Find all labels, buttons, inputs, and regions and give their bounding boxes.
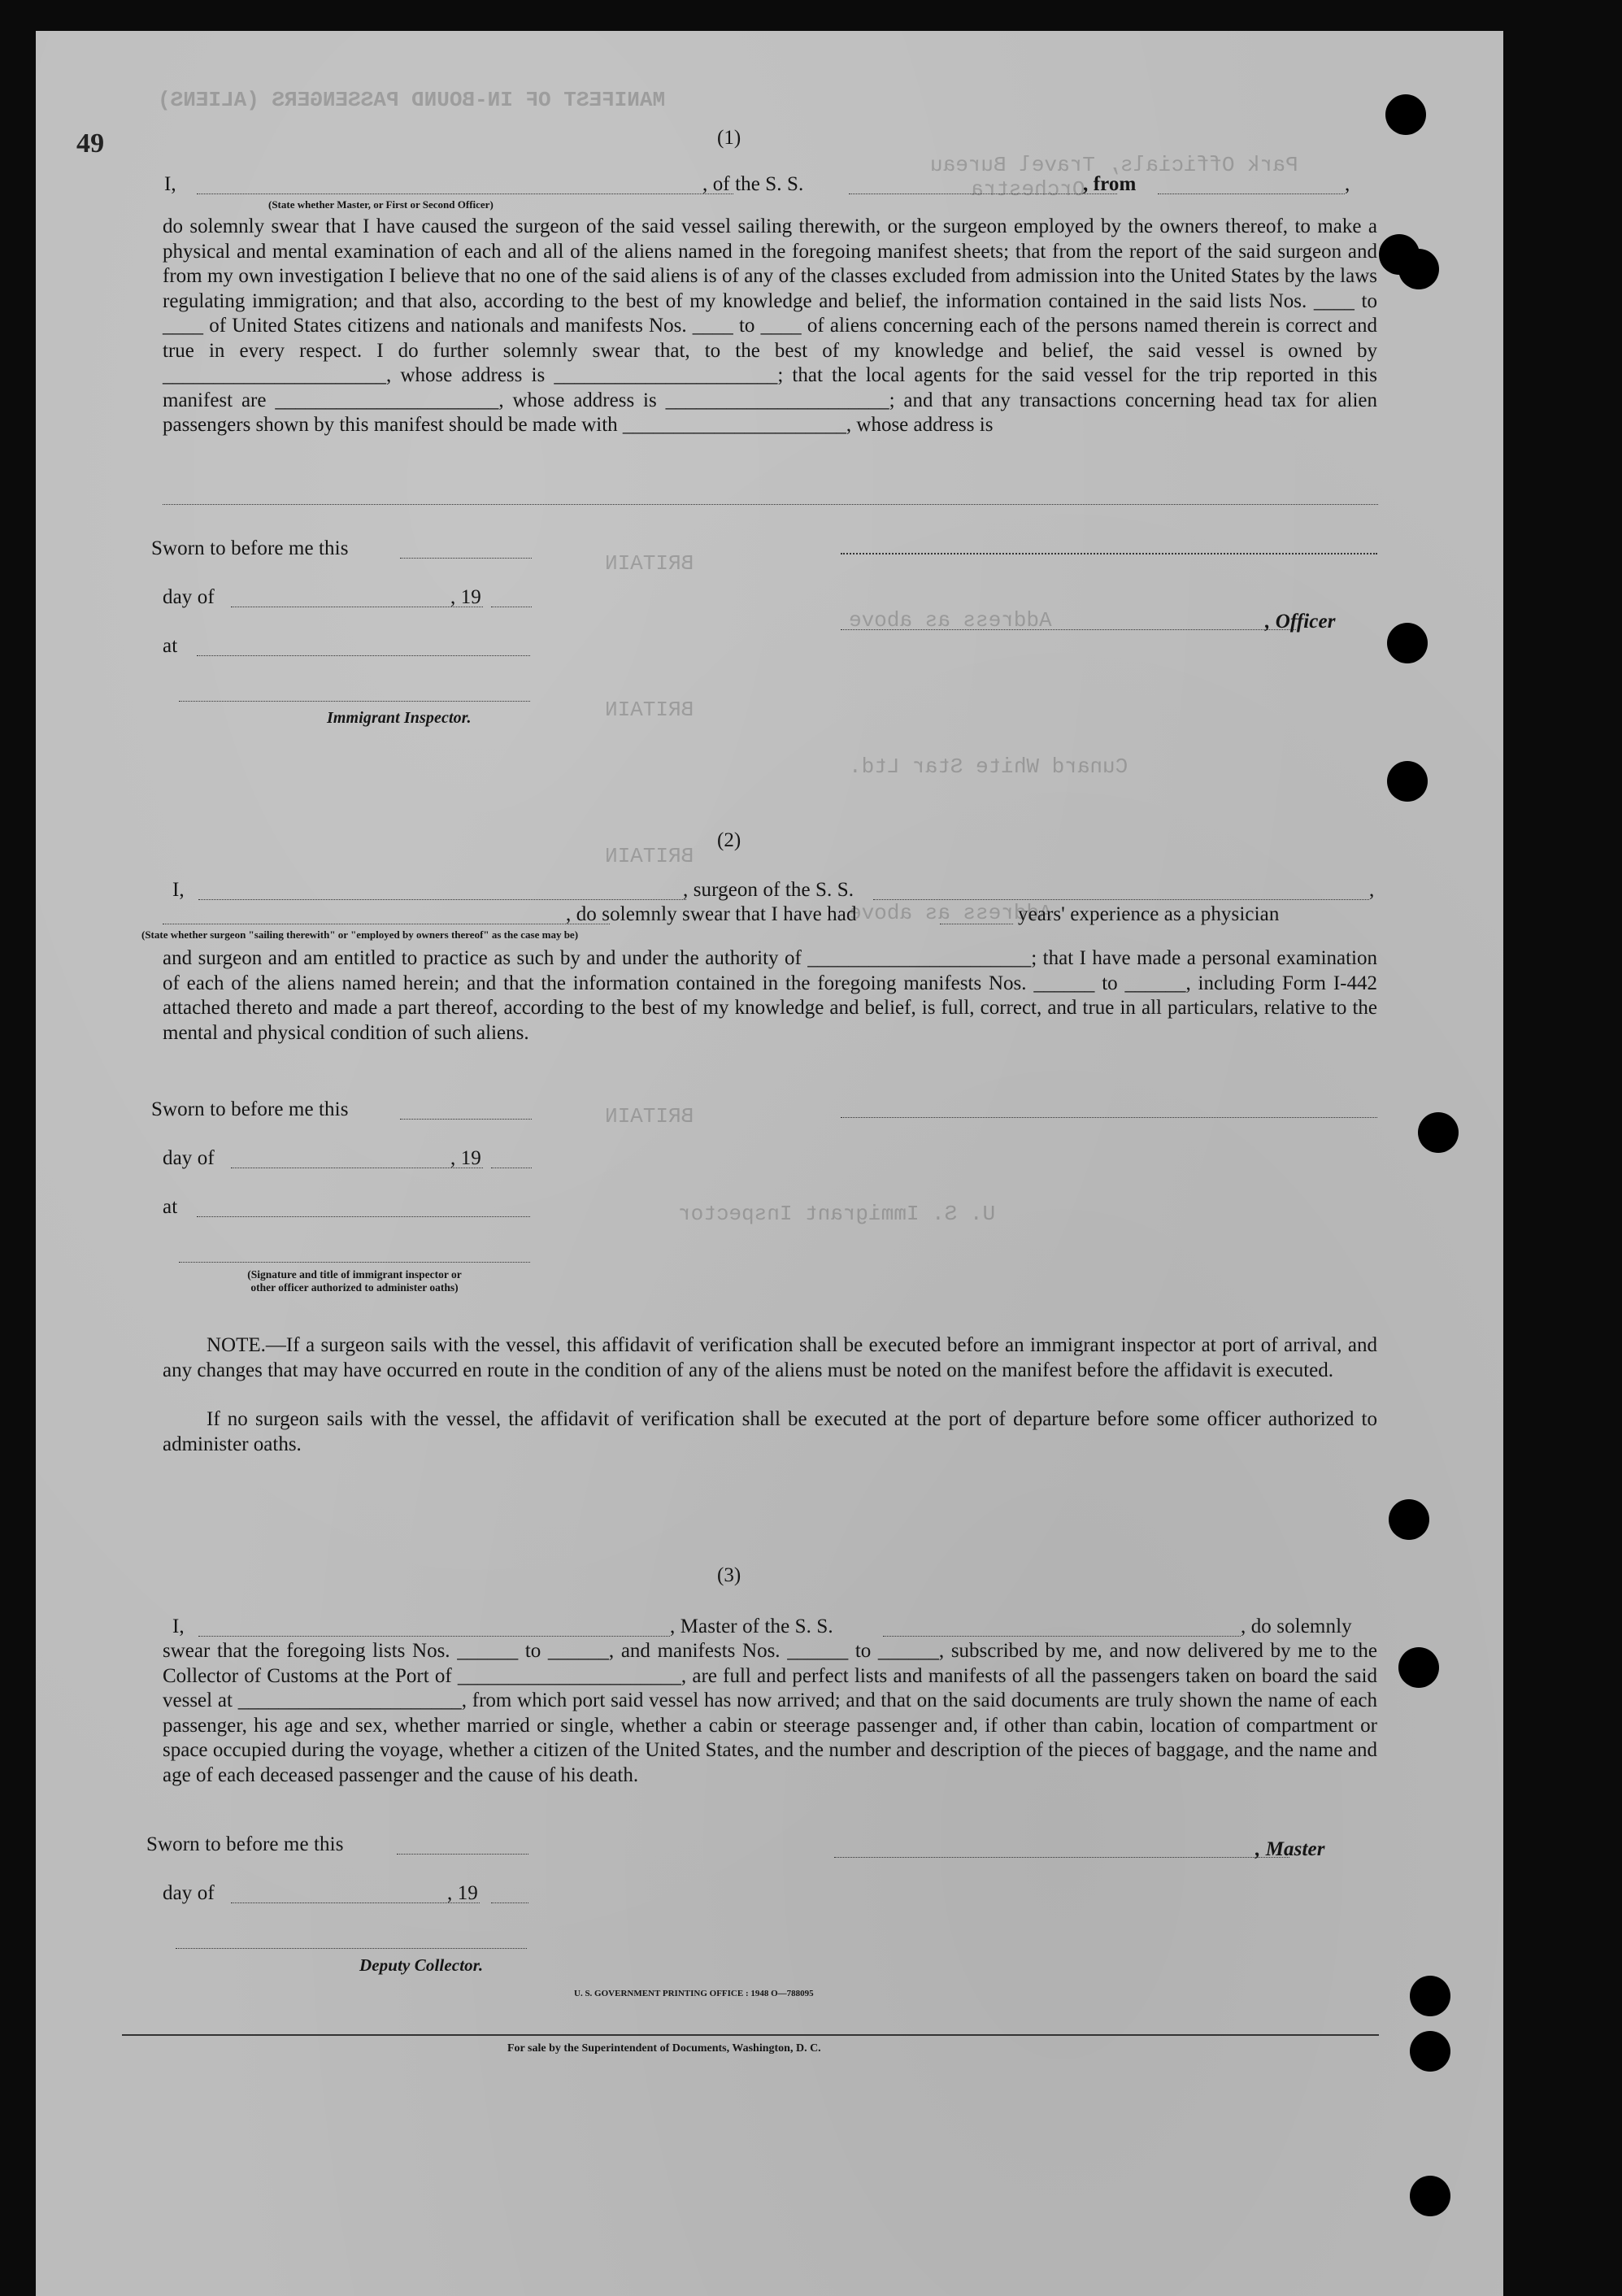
at-field-1[interactable] <box>197 655 530 656</box>
sworn-label-3: Sworn to before me this <box>146 1833 344 1855</box>
signature-title-line-1: (Signature and title of immigrant inspector or <box>247 1268 462 1281</box>
deputy-collector-label: Deputy Collector. <box>359 1955 484 1975</box>
year-label-2: , 19 <box>450 1147 481 1169</box>
punch-hole <box>1385 94 1426 135</box>
officer-note: (State whether Master, or First or Second Officer) <box>268 198 494 211</box>
gpo-imprint: U. S. GOVERNMENT PRINTING OFFICE : 1948 O—788095 <box>574 1989 814 1998</box>
punch-hole <box>1398 249 1439 289</box>
sworn-date-field-2[interactable] <box>400 1119 532 1120</box>
section1-of-ss: , of the S. S. <box>702 173 804 195</box>
punch-hole <box>1410 1976 1450 2016</box>
day-of-label-1: day of <box>163 586 215 608</box>
bleed-through: Park Officials, Travel Bureau <box>930 153 1298 177</box>
bleed-through: U. S. Immigrant Inspector <box>678 1202 996 1226</box>
surgeon-note: (State whether surgeon "sailing therewith" or "employed by owners thereof" as the case may be) <box>141 928 579 941</box>
note-paragraph-2: If no surgeon sails with the vessel, the affidavit of verification shall be executed at the port of departure before some officer authorized to administer oaths. <box>163 1408 1377 1455</box>
surgeon-of-ss: , surgeon of the S. S. <box>683 879 854 901</box>
surgeon-vessel-field[interactable] <box>873 899 1369 900</box>
master-of-ss: , Master of the S. S. <box>670 1615 833 1637</box>
collector-signature-field[interactable] <box>176 1948 527 1949</box>
punch-hole <box>1389 1499 1429 1540</box>
comma: , <box>1345 173 1350 195</box>
section2-i: I, <box>172 879 185 901</box>
section3-paragraph: swear that the foregoing lists Nos. ______ to ______, and manifests Nos. ______ to ______, subscribed by me, and now delivered by me to the Collector of Customs at the Port of ______________________, are full and perfect lists and manifests of all the passengers taken on board the said vessel at ______________________, from which port said vessel has now arrived; and that on the said documents are truly shown the name of each passenger, his age and sex, whether married or single, whether a cabin or steerage passenger and, if other than cabin, location of compartment or space occupied during the voyage, whether a citizen of the United States, and the number and description of the pieces of baggage, and the name and age of each deceased passenger and the cause of his death. <box>163 1640 1377 1786</box>
section1-i: I, <box>164 173 176 195</box>
for-sale-notice: For sale by the Superintendent of Documents, Washington, D. C. <box>507 2042 821 2055</box>
punch-hole <box>1410 2031 1450 2072</box>
sworn-date-field-3[interactable] <box>397 1854 528 1855</box>
master-signature-field[interactable] <box>834 1857 1289 1858</box>
sworn-date-field-1[interactable] <box>400 558 532 559</box>
immigrant-inspector-label: Immigrant Inspector. <box>327 709 472 727</box>
bleed-through: MANIFEST OF IN-BOUND PASSENGERS (ALIENS) <box>158 88 666 112</box>
agent-address-field[interactable] <box>163 504 1378 505</box>
bleed-through: Address as above <box>849 608 1052 633</box>
master-label: , Master <box>1255 1838 1325 1860</box>
master-vessel-field[interactable] <box>883 1636 1241 1637</box>
surgeon-name-field[interactable] <box>198 899 686 900</box>
signature-title-note <box>179 1268 530 1294</box>
year-field-3[interactable] <box>491 1902 528 1903</box>
years-experience-label: years' experience as a physician <box>1018 903 1280 925</box>
sworn-label-1: Sworn to before me this <box>151 537 349 559</box>
bleed-through: BRITAIN <box>605 844 694 868</box>
manifest-affidavit-page <box>36 31 1503 2296</box>
bleed-through: BRITAIN <box>605 698 694 722</box>
bleed-through: Address as above <box>849 901 1052 925</box>
do-solemnly-label: , do solemnly <box>1241 1615 1352 1637</box>
bleed-through: Cunard White Star Ltd. <box>849 754 1128 779</box>
inspector-signature-field-2[interactable] <box>179 1262 530 1263</box>
punch-hole <box>1398 1647 1439 1688</box>
comma: , <box>1369 879 1375 901</box>
section1-paragraph: do solemnly swear that I have caused the surgeon of the said vessel sailing therewith, or the surgeon employed by the owners thereof, to make a physical and mental examination of each and all of the aliens named in the foregoing manifest sheets; that from the report of the said surgeon and from my own investigation I believe that no one of the said aliens is of any of the classes excluded from admission into the United States by the laws regulating immigration; and that also, according to the best of my knowledge and belief, the information contained in the said lists Nos. ____ to ____ of United States citizens and nationals and manifests Nos. ____ to ____ of aliens concerning each of the persons named therein is correct and true in every respect. I do further solemnly swear that, to the best of my knowledge and belief, the said vessel is owned by ______________________, whose address is ______________________; that the local agents for the said vessel for the trip reported in this manifest are ______________________, whose address is ______________________; and that any transactions concerning head tax for alien passengers shown by this manifest should be made with ______________________, whose address is <box>163 215 1377 436</box>
punch-hole <box>1387 761 1428 802</box>
day-field-3[interactable] <box>231 1902 480 1903</box>
swear-years-label: , do solemnly swear that I have had <box>566 903 857 925</box>
bleed-through: BRITAIN <box>605 1104 694 1128</box>
year-label-3: , 19 <box>447 1882 478 1904</box>
year-label-1: , 19 <box>450 586 481 608</box>
section1-from: , from <box>1083 173 1137 195</box>
day-of-label-3: day of <box>163 1882 215 1904</box>
signature-title-line-2: other officer authorized to administer oaths) <box>250 1281 459 1294</box>
footer-rule <box>122 2034 1379 2036</box>
section-number-3: (3) <box>717 1564 741 1586</box>
day-of-label-2: day of <box>163 1147 215 1169</box>
page-number: 49 <box>76 128 105 159</box>
sworn-label-2: Sworn to before me this <box>151 1098 349 1120</box>
at-label-2: at <box>163 1196 178 1218</box>
master-name-field[interactable] <box>198 1636 670 1637</box>
inspector-signature-field-1[interactable] <box>179 701 530 702</box>
officer-title-field[interactable] <box>841 629 1296 630</box>
section3-i: I, <box>172 1615 185 1637</box>
officer-signature-field[interactable] <box>841 553 1377 554</box>
bleed-through: Orchestra <box>971 177 1085 202</box>
note-paragraph-1: NOTE.—If a surgeon sails with the vessel, this affidavit of verification shall be executed before an immigrant inspector at port of arrival, and any changes that may have occurred en route in the condition of any of the aliens must be noted on the manifest before the affidavit is executed. <box>163 1334 1377 1381</box>
section2-paragraph: and surgeon and am entitled to practice as such by and under the authority of ______________________; that I have made a personal examination of each of the aliens named herein; and that the information contained in the foregoing manifests Nos. ______ to ______, including Form I-442 attached thereto and made a part thereof, according to the best of my knowledge and belief, is full, correct, and true in all particulars, relative to the mental and physical condition of such aliens. <box>163 947 1377 1044</box>
punch-hole <box>1410 2176 1450 2216</box>
at-label-1: at <box>163 635 178 657</box>
surgeon-signature-field[interactable] <box>841 1117 1377 1118</box>
section-number-1: (1) <box>717 127 741 149</box>
bleed-through: BRITAIN <box>605 551 694 576</box>
punch-hole <box>1387 623 1428 663</box>
section-number-2: (2) <box>717 829 741 851</box>
officer-label: , Officer <box>1265 611 1336 633</box>
punch-hole <box>1418 1112 1459 1153</box>
at-field-2[interactable] <box>197 1216 530 1217</box>
